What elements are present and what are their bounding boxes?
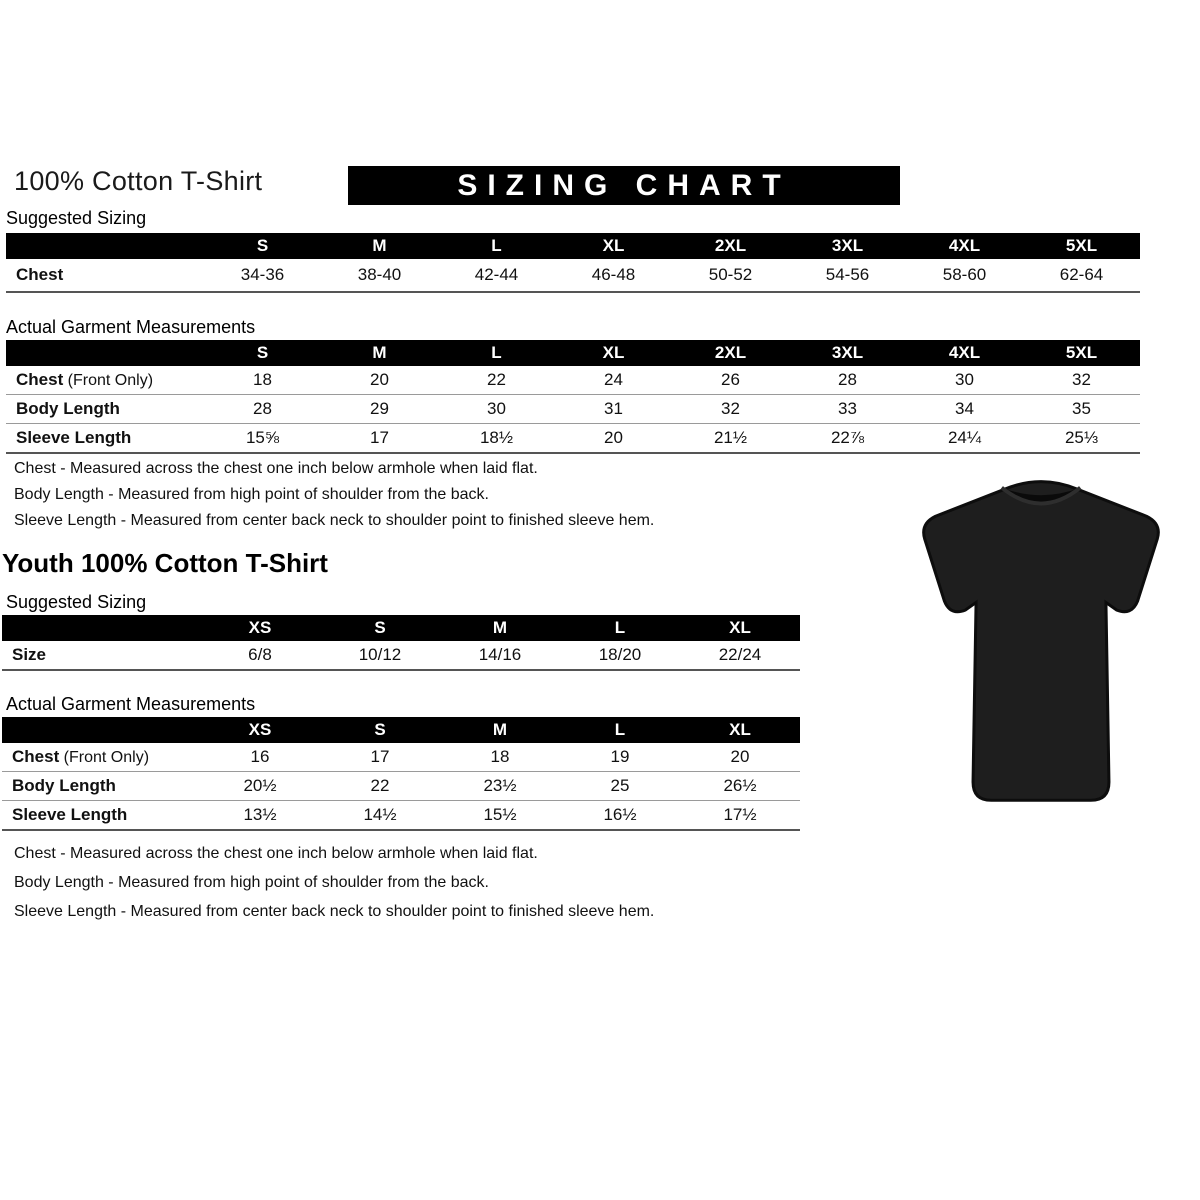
size-header: XL bbox=[555, 233, 672, 259]
adult-actual-measurements-table bbox=[6, 340, 1140, 454]
size-header: M bbox=[321, 233, 438, 259]
measurement-cell: 18 bbox=[440, 743, 560, 772]
measurement-cell: 16½ bbox=[560, 801, 680, 831]
size-header: M bbox=[440, 717, 560, 743]
table-row bbox=[6, 259, 1140, 292]
size-header: 2XL bbox=[672, 340, 789, 366]
measurement-cell: 17½ bbox=[680, 801, 800, 831]
measurement-cell: 34 bbox=[906, 395, 1023, 424]
measurement-cell: 58-60 bbox=[906, 259, 1023, 292]
measurement-cell: 13½ bbox=[200, 801, 320, 831]
measurement-cell: 22⅞ bbox=[789, 424, 906, 454]
measurement-cell: 6/8 bbox=[200, 641, 320, 670]
youth-suggested-sizing-label: Suggested Sizing bbox=[6, 592, 147, 612]
size-header: L bbox=[438, 233, 555, 259]
measurement-cell: 14/16 bbox=[440, 641, 560, 670]
row-label bbox=[6, 366, 204, 395]
size-header: S bbox=[320, 615, 440, 641]
table-row bbox=[6, 395, 1140, 424]
row-label-suffix: (Front Only) bbox=[63, 372, 154, 389]
measurement-cell: 32 bbox=[1023, 366, 1140, 395]
measurement-cell: 46-48 bbox=[555, 259, 672, 292]
row-label bbox=[6, 424, 204, 454]
row-label-text: Body Length bbox=[12, 776, 116, 795]
note-chest: Chest - Measured across the chest one inch below armhole when laid flat. bbox=[14, 460, 538, 477]
measurement-cell: 32 bbox=[672, 395, 789, 424]
measurement-cell: 21½ bbox=[672, 424, 789, 454]
row-label-text: Sleeve Length bbox=[16, 428, 132, 447]
adult-measurement-notes bbox=[14, 460, 654, 529]
adult-suggested-sizing-table bbox=[6, 233, 1140, 293]
measurement-cell: 28 bbox=[204, 395, 321, 424]
measurement-cell: 20 bbox=[555, 424, 672, 454]
table-row bbox=[2, 772, 800, 801]
tshirt-image bbox=[890, 468, 1192, 838]
measurement-cell: 30 bbox=[906, 366, 1023, 395]
youth-actual-measurements-table bbox=[2, 717, 800, 831]
size-header: L bbox=[560, 717, 680, 743]
size-header: XS bbox=[200, 717, 320, 743]
measurement-cell: 20 bbox=[680, 743, 800, 772]
measurement-cell: 50-52 bbox=[672, 259, 789, 292]
measurement-cell: 17 bbox=[320, 743, 440, 772]
size-header-spacer bbox=[2, 717, 200, 743]
size-header: L bbox=[560, 615, 680, 641]
row-label-text: Sleeve Length bbox=[12, 805, 128, 824]
measurement-cell: 15½ bbox=[440, 801, 560, 831]
measurement-cell: 18½ bbox=[438, 424, 555, 454]
measurement-cell: 26 bbox=[672, 366, 789, 395]
youth-actual-measurements-label: Actual Garment Measurements bbox=[6, 694, 256, 714]
youth-title: Youth 100% Cotton T-Shirt bbox=[2, 548, 328, 578]
size-header-row bbox=[2, 717, 800, 743]
youth-measurement-notes bbox=[14, 845, 654, 920]
table-row bbox=[2, 641, 800, 670]
youth-suggested-sizing-table bbox=[2, 615, 800, 671]
measurement-cell: 15⅝ bbox=[204, 424, 321, 454]
size-header: S bbox=[320, 717, 440, 743]
size-header: L bbox=[438, 340, 555, 366]
row-label bbox=[2, 743, 200, 772]
table-row bbox=[6, 366, 1140, 395]
measurement-cell: 17 bbox=[321, 424, 438, 454]
measurement-cell: 31 bbox=[555, 395, 672, 424]
measurement-cell: 35 bbox=[1023, 395, 1140, 424]
measurement-cell: 10/12 bbox=[320, 641, 440, 670]
size-header: XL bbox=[555, 340, 672, 366]
measurement-cell: 25⅓ bbox=[1023, 424, 1140, 454]
table-row bbox=[2, 801, 800, 831]
measurement-cell: 20½ bbox=[200, 772, 320, 801]
size-header-row bbox=[6, 340, 1140, 366]
size-header-spacer bbox=[2, 615, 200, 641]
measurement-cell: 62-64 bbox=[1023, 259, 1140, 292]
measurement-cell: 14½ bbox=[320, 801, 440, 831]
measurement-cell: 16 bbox=[200, 743, 320, 772]
sizing-chart-banner: SIZING CHART bbox=[348, 166, 900, 205]
row-label bbox=[6, 395, 204, 424]
row-label bbox=[2, 772, 200, 801]
size-header-spacer bbox=[6, 233, 204, 259]
note-sleeve-length: Sleeve Length - Measured from center back neck to shoulder point to finished sleeve hem. bbox=[14, 903, 655, 920]
row-label bbox=[2, 801, 200, 831]
size-header: M bbox=[321, 340, 438, 366]
measurement-cell: 20 bbox=[321, 366, 438, 395]
row-label-text: Chest bbox=[16, 370, 64, 389]
note-sleeve-length: Sleeve Length - Measured from center back neck to shoulder point to finished sleeve hem. bbox=[14, 512, 655, 529]
size-header: 5XL bbox=[1023, 233, 1140, 259]
measurement-cell: 26½ bbox=[680, 772, 800, 801]
measurement-cell: 25 bbox=[560, 772, 680, 801]
row-label-text: Chest bbox=[12, 747, 60, 766]
size-header-row bbox=[2, 615, 800, 641]
measurement-cell: 19 bbox=[560, 743, 680, 772]
size-header: 3XL bbox=[789, 233, 906, 259]
note-body-length: Body Length - Measured from high point of shoulder from the back. bbox=[14, 874, 489, 891]
measurement-cell: 30 bbox=[438, 395, 555, 424]
measurement-cell: 24 bbox=[555, 366, 672, 395]
note-body-length: Body Length - Measured from high point of shoulder from the back. bbox=[14, 486, 489, 503]
size-header: XS bbox=[200, 615, 320, 641]
size-header-row bbox=[6, 233, 1140, 259]
measurement-cell: 33 bbox=[789, 395, 906, 424]
measurement-cell: 42-44 bbox=[438, 259, 555, 292]
size-header: XL bbox=[680, 615, 800, 641]
measurement-cell: 22 bbox=[438, 366, 555, 395]
measurement-cell: 18/20 bbox=[560, 641, 680, 670]
size-header: 5XL bbox=[1023, 340, 1140, 366]
size-header-spacer bbox=[6, 340, 204, 366]
adult-suggested-sizing-label: Suggested Sizing bbox=[6, 208, 147, 228]
measurement-cell: 22 bbox=[320, 772, 440, 801]
size-header: M bbox=[440, 615, 560, 641]
row-label: Size bbox=[2, 641, 200, 670]
measurement-cell: 54-56 bbox=[789, 259, 906, 292]
row-label: Chest bbox=[6, 259, 204, 292]
measurement-cell: 22/24 bbox=[680, 641, 800, 670]
measurement-cell: 29 bbox=[321, 395, 438, 424]
size-header: XL bbox=[680, 717, 800, 743]
size-header: 4XL bbox=[906, 233, 1023, 259]
size-header: S bbox=[204, 233, 321, 259]
measurement-cell: 24¼ bbox=[906, 424, 1023, 454]
size-header: S bbox=[204, 340, 321, 366]
table-row bbox=[2, 743, 800, 772]
size-header: 4XL bbox=[906, 340, 1023, 366]
row-label-text: Body Length bbox=[16, 399, 120, 418]
size-header: 3XL bbox=[789, 340, 906, 366]
adult-actual-measurements-label: Actual Garment Measurements bbox=[6, 317, 256, 337]
note-chest: Chest - Measured across the chest one inch below armhole when laid flat. bbox=[14, 845, 538, 862]
size-header: 2XL bbox=[672, 233, 789, 259]
measurement-cell: 28 bbox=[789, 366, 906, 395]
table-row bbox=[6, 424, 1140, 454]
measurement-cell: 23½ bbox=[440, 772, 560, 801]
measurement-cell: 18 bbox=[204, 366, 321, 395]
row-label-suffix: (Front Only) bbox=[59, 749, 150, 766]
measurement-cell: 38-40 bbox=[321, 259, 438, 292]
measurement-cell: 34-36 bbox=[204, 259, 321, 292]
page-title: 100% Cotton T-Shirt bbox=[14, 166, 263, 196]
tshirt-body-shape bbox=[924, 482, 1159, 801]
